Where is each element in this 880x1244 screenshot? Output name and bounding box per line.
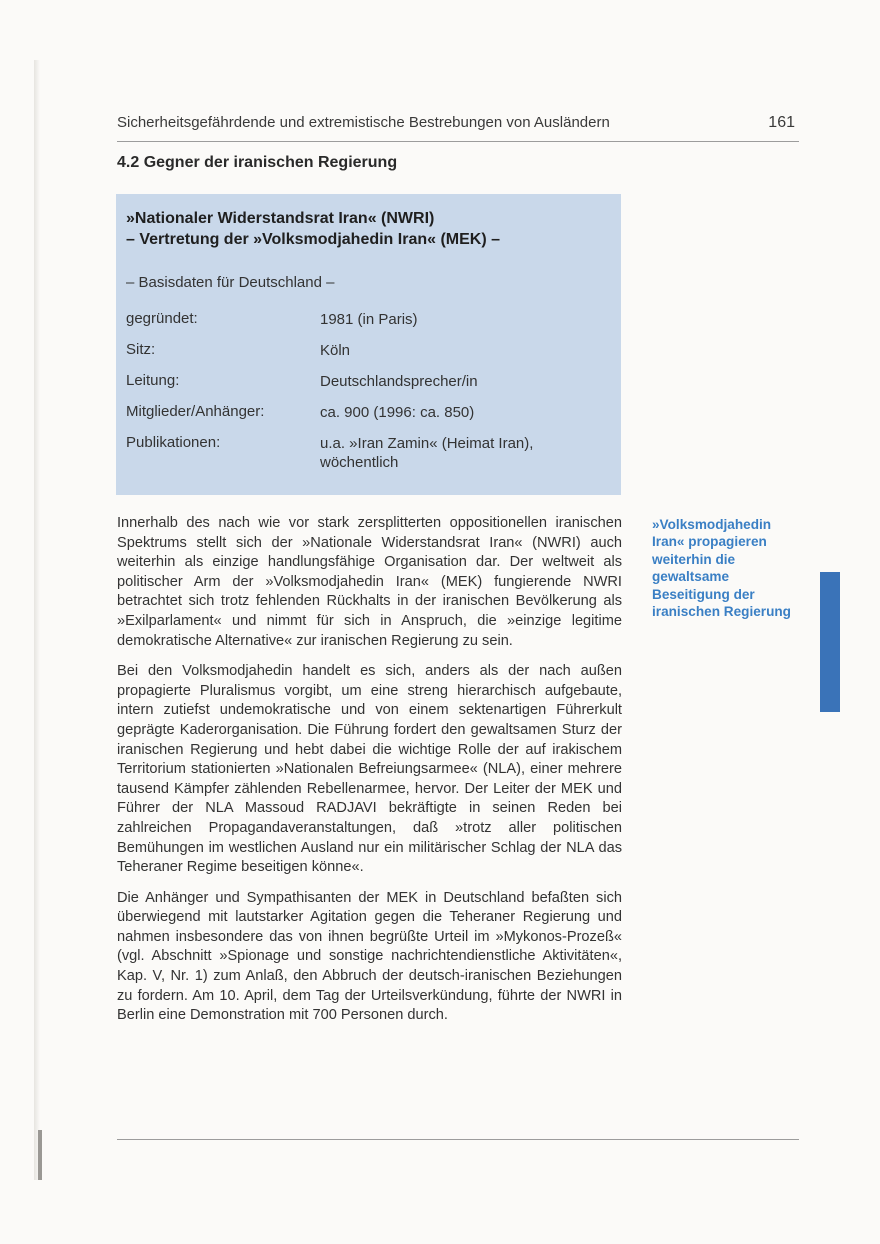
box-title [126,208,616,250]
margin-note: »Volksmodjahedin Iran« propagieren weiterhin die gewaltsame Beseitigung der iranischen Regierung [652,517,791,620]
fact-label: Publikationen: [126,434,221,451]
chapter-side-tab [820,572,840,712]
box-subtitle: – Basisdaten für Deutschland – [126,274,335,291]
footer-divider [117,1139,799,1140]
fact-row-seat [126,341,606,372]
running-header [117,114,797,140]
page-binding-mark [38,1130,42,1180]
page-number: 161 [768,114,795,131]
fact-value: 1981 (in Paris) [320,311,418,328]
fact-value: ca. 900 (1996: ca. 850) [320,404,475,421]
paragraph: Die Anhänger und Sympathisanten der MEK in Deutschland befaßten sich überwiegend mit lautstarker Agitation gegen die Teheraner Regierung und nahmen insbesondere das von ihnen begrüßte Urteil im »Mykonos-Prozeß« (vgl. Abschnitt »Spionage und sonstige nachrichtendienstliche Aktivitäten«, Kap. V, Nr. 1) zum Anlaß, den Abbruch der deutsch-iranischen Beziehungen zu fordern. Am 10. April, dem Tag der Urteilsverkündung, führte der NWRI in Berlin eine Demonstration mit 700 Personen durch. [117,889,622,1024]
page-binding-shadow [34,60,40,1180]
facts-table [126,310,606,471]
fact-row-members [126,403,606,434]
paragraph: Bei den Volksmodjahedin handelt es sich, anders als der nach außen propagierte Pluralismus vorgibt, um eine streng hierarchisch aufgebaute, intern zutiefst undemokratische und von einem sektenartigen Führerkult geprägte Kaderorganisation. Die Führung fordert den gewaltsamen Sturz der iranischen Regierung und hebt dabei die wichtige Rolle der auf irakischem Territorium stationierten »Nationalen Befreiungsarmee« (NLA), einer mehrere tausend Kämpfer zählenden Rebellenarmee, hervor. Der Leiter der MEK und Führer der NLA Massoud RADJAVI bekräftigte in seinen Reden bei zahlreichen Propagandaveranstaltungen, daß »trotz aller politischen Bemühungen im westlichen Ausland nur ein militärischer Schlag der NLA das Teheraner Regime beseitigen könne«. [117,663,622,876]
running-header-title: Sicherheitsgefährdende und extremistische Bestrebungen von Ausländern [117,114,610,131]
fact-row-founded [126,310,606,341]
box-title-line-2: – Vertretung der »Volksmodjahedin Iran« (MEK) – [126,231,501,248]
fact-label: Mitglieder/Anhänger: [126,403,265,420]
paragraph: Innerhalb des nach wie vor stark zersplitterten oppositionellen iranischen Spektrums stellt sich der »Nationale Widerstandsrat Iran« (NWRI) auch weiterhin als einzige handlungsfähige Organisation dar. Der weltweit als politischer Arm der »Volksmodjahedin Iran« (MEK) fungierende NWRI betrachtet sich trotz fehlenden Rückhalts in der iranischen Bevölkerung als »Exilparlament« und nimmt für sich in Anspruch, die »einzige legitime demokratische Alternative« zur iranischen Regierung zu sein. [117,515,622,649]
fact-label: Leitung: [126,372,180,389]
fact-value: u.a. »Iran Zamin« (Heimat Iran), wöchentlich [320,435,534,471]
box-title-line-1: »Nationaler Widerstandsrat Iran« (NWRI) [126,210,435,227]
fact-label: Sitz: [126,341,156,358]
header-divider [117,141,799,142]
section-heading: 4.2 Gegner der iranischen Regierung [117,154,398,171]
basic-data-box [116,194,621,495]
fact-value: Deutschlandsprecher/in [320,373,478,390]
fact-row-leadership [126,372,606,403]
fact-label: gegründet: [126,310,198,327]
body-text [117,514,622,1037]
fact-row-publications [126,434,606,471]
fact-value: Köln [320,342,351,359]
